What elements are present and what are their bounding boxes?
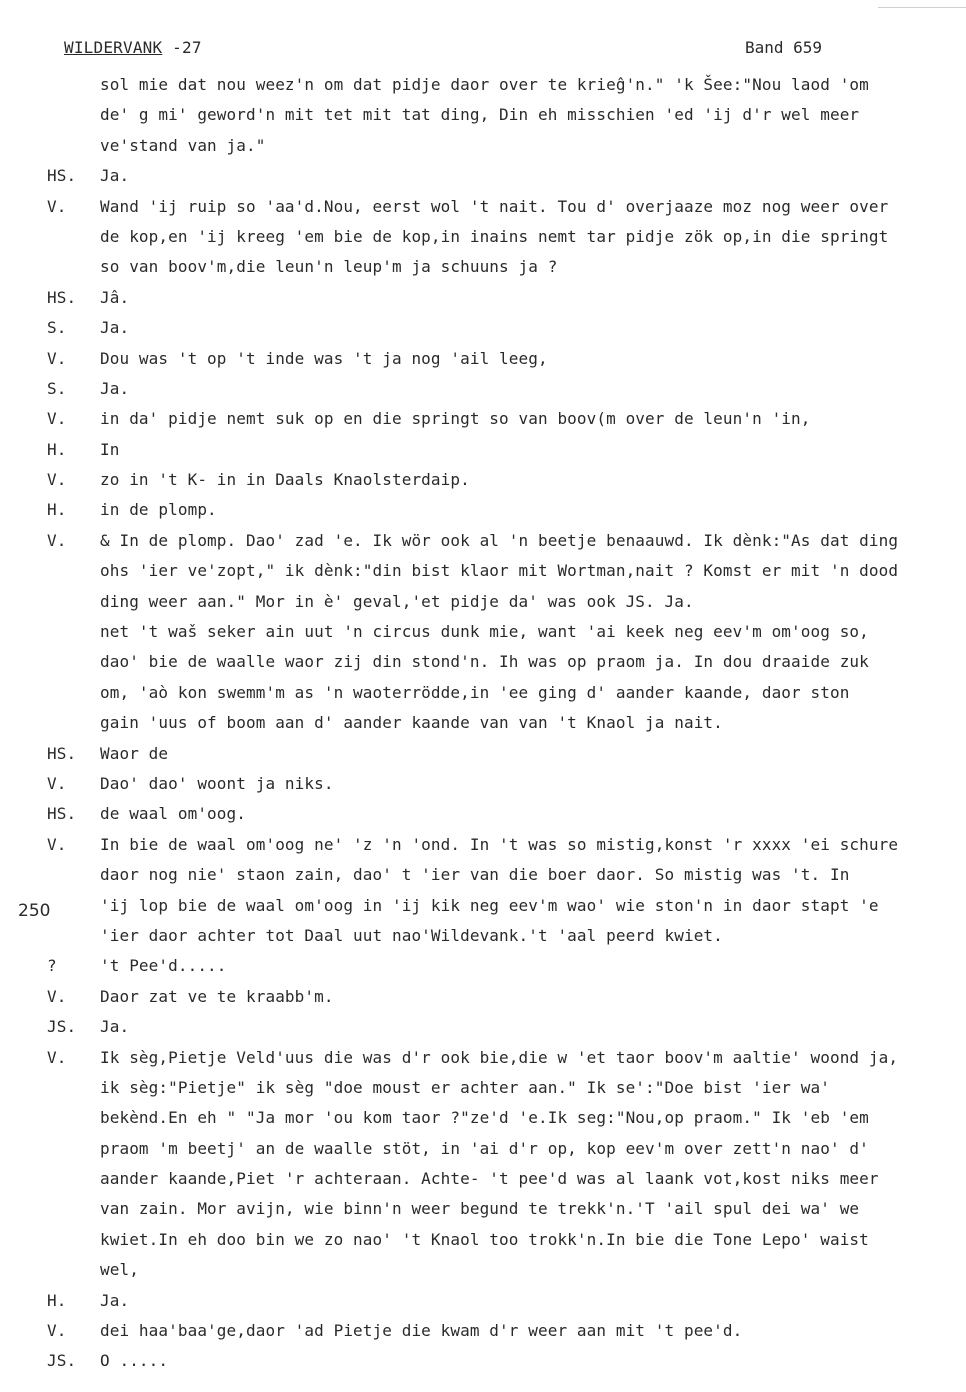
utterance-text: O ..... bbox=[100, 1351, 169, 1371]
utterance-text: In bbox=[100, 439, 120, 459]
transcript-line bbox=[47, 1073, 959, 1103]
utterance-text: & In de plomp. Dao' zad 'e. Ik wör ook al 'n beetje benaauwd. Ik dènk:"As dat ding bbox=[100, 530, 899, 550]
transcript-line bbox=[47, 313, 959, 343]
speaker-label: V. bbox=[47, 1047, 67, 1067]
transcript-line bbox=[47, 344, 959, 374]
utterance-text: In bie de waal om'oog ne' 'z 'n 'ond. In 't was so mistig,konst 'r xxxx 'ei schure bbox=[100, 834, 899, 854]
utterance-text: wel, bbox=[100, 1260, 139, 1280]
utterance-text: gain 'uus of boom aan d' aander kaande van van 't Knaol ja nait. bbox=[100, 713, 723, 733]
speaker-label: HS. bbox=[47, 166, 77, 186]
transcript-line bbox=[47, 739, 959, 769]
utterance-text: van zain. Mor avijn, wie binn'n weer begund te trekk'n.'T 'ail spul dei wa' we bbox=[100, 1199, 860, 1219]
speaker-label: V. bbox=[47, 834, 67, 854]
speaker-label: V. bbox=[47, 348, 67, 368]
utterance-text: Ja. bbox=[100, 1017, 130, 1037]
speaker-label: JS. bbox=[47, 1351, 77, 1371]
transcript-line bbox=[47, 556, 959, 586]
utterance-text: dei haa'baa'ge,daor 'ad Pietje die kwam d'r weer aan mit 't pee'd. bbox=[100, 1321, 743, 1341]
transcript-line bbox=[47, 1286, 959, 1316]
transcript-line bbox=[47, 1103, 959, 1133]
transcript-line bbox=[47, 1194, 959, 1224]
transcript-line bbox=[47, 587, 959, 617]
speaker-label: S. bbox=[47, 378, 67, 398]
transcript-line bbox=[47, 1225, 959, 1255]
transcript-line bbox=[47, 647, 959, 677]
speaker-label: ? bbox=[47, 956, 57, 976]
transcript-line bbox=[47, 830, 959, 860]
speaker-label: H. bbox=[47, 439, 67, 459]
utterance-text: de kop,en 'ij kreeg 'em bie de kop,in inains nemt tar pidje zök op,in die springt bbox=[100, 226, 889, 246]
utterance-text: kwiet.In eh doo bin we zo nao' 't Knaol too trokk'n.In bie die Tone Lepo' waist bbox=[100, 1229, 869, 1249]
transcript-line bbox=[47, 161, 959, 191]
utterance-text: ik sèg:"Pietje" ik sèg "doe moust er achter aan." Ik se':"Doe bist 'ier wa' bbox=[100, 1077, 830, 1097]
utterance-text: Dao' dao' woont ja niks. bbox=[100, 773, 334, 793]
utterance-text: net 't waš seker ain uut 'n circus dunk mie, want 'ai keek neg eev'm om'oog so, bbox=[100, 622, 869, 642]
utterance-text: Ja. bbox=[100, 318, 130, 338]
utterance-text: Dou was 't op 't inde was 't ja nog 'ail leeg, bbox=[100, 348, 548, 368]
utterance-text: praom 'm beetj' an de waalle stöt, in 'ai d'r op, kop eev'm over zett'n nao' d' bbox=[100, 1138, 869, 1158]
utterance-text: Wand 'ij ruip so 'aa'd.Nou, eerst wol 't nait. Tou d' overjaaze moz nog weer over bbox=[100, 196, 889, 216]
transcript-line bbox=[47, 1346, 959, 1376]
utterance-text: Ja. bbox=[100, 378, 130, 398]
transcript-line bbox=[47, 374, 959, 404]
transcript-line bbox=[47, 192, 959, 222]
transcript-line bbox=[47, 1316, 959, 1346]
transcript-line bbox=[47, 799, 959, 829]
transcript-line bbox=[47, 1012, 959, 1042]
utterance-text: aander kaande,Piet 'r achteraan. Achte- 't pee'd was al laank vot,kost niks meer bbox=[100, 1169, 879, 1189]
speaker-label: HS. bbox=[47, 804, 77, 824]
transcript-line bbox=[47, 769, 959, 799]
utterance-text: bekènd.En eh " "Ja mor 'ou kom taor ?"ze'd 'e.Ik seg:"Nou,op praom." Ik 'eb 'em bbox=[100, 1108, 869, 1128]
utterance-text: sol mie dat nou weez'n om dat pidje daor over te krieĝ'n." 'k Šee:"Nou laod 'om bbox=[100, 75, 869, 94]
speaker-label: V. bbox=[47, 986, 67, 1006]
speaker-label: S. bbox=[47, 318, 67, 338]
speaker-label: HS. bbox=[47, 743, 77, 763]
transcript-line bbox=[47, 891, 959, 921]
header-band: Band 659 bbox=[745, 38, 823, 57]
utterance-text: de' g mi' geword'n mit tet mit tat ding, Din eh misschien 'ed 'ij d'r wel meer bbox=[100, 105, 860, 125]
transcript-line bbox=[47, 617, 959, 647]
transcript-line bbox=[47, 1134, 959, 1164]
utterance-text: zo in 't K- in in Daals Knaolsterdaip. bbox=[100, 470, 470, 490]
transcript-line bbox=[47, 252, 959, 282]
utterance-text: Ja. bbox=[100, 166, 130, 186]
transcript-line bbox=[47, 435, 959, 465]
speaker-label: V. bbox=[47, 470, 67, 490]
transcript-line bbox=[47, 1164, 959, 1194]
utterance-text: Ja. bbox=[100, 1290, 130, 1310]
utterance-text: om, 'aò kon swemm'm as 'n waoterrödde,in 'ee ging d' aander kaande, daor ston bbox=[100, 682, 850, 702]
speaker-label: V. bbox=[47, 409, 67, 429]
utterance-text: in de plomp. bbox=[100, 500, 217, 520]
transcript-line bbox=[47, 131, 959, 161]
transcript-line bbox=[47, 404, 959, 434]
speaker-label: JS. bbox=[47, 1017, 77, 1037]
transcript-line bbox=[47, 921, 959, 951]
utterance-text: Jâ. bbox=[100, 287, 130, 307]
utterance-text: 't Pee'd..... bbox=[100, 956, 227, 976]
transcript-line bbox=[47, 526, 959, 556]
utterance-text: Ik sèg,Pietje Veld'uus die was d'r ook bie,die w 'et taor boov'm aaltie' woond ja, bbox=[100, 1047, 899, 1067]
speaker-label: V. bbox=[47, 530, 67, 550]
utterance-text: daor nog nie' staon zain, dao' t 'ier van die boer daor. So mistig was 't. In bbox=[100, 865, 850, 885]
speaker-label: V. bbox=[47, 773, 67, 793]
utterance-text: 'ij lop bie de waal om'oog in 'ij kik neg eev'm wao' wie ston'n in daor stapt 'e bbox=[100, 895, 879, 915]
page-header-left bbox=[64, 38, 202, 57]
transcript-line bbox=[47, 1043, 959, 1073]
transcript-line bbox=[47, 708, 959, 738]
speaker-label: H. bbox=[47, 500, 67, 520]
transcript-line bbox=[47, 495, 959, 525]
speaker-label: HS. bbox=[47, 287, 77, 307]
margin-counter-note: 250 bbox=[18, 901, 51, 921]
transcript-line bbox=[47, 982, 959, 1012]
transcript-body bbox=[47, 70, 959, 1377]
transcript-line bbox=[47, 1255, 959, 1285]
utterance-text: Daor zat ve te kraabb'm. bbox=[100, 986, 334, 1006]
transcript-line bbox=[47, 100, 959, 130]
utterance-text: dao' bie de waalle waor zij din stond'n. Ih was op praom ja. In dou draaide zuk bbox=[100, 652, 869, 672]
speaker-label: V. bbox=[47, 196, 67, 216]
utterance-text: ohs 'ier ve'zopt," ik dènk:"din bist klaor mit Wortman,nait ? Komst er mit 'n dood bbox=[100, 561, 899, 581]
transcript-line bbox=[47, 465, 959, 495]
speaker-label: H. bbox=[47, 1290, 67, 1310]
transcript-line bbox=[47, 860, 959, 890]
transcript-line bbox=[47, 70, 959, 100]
transcript-line bbox=[47, 283, 959, 313]
scan-edge-line bbox=[878, 7, 966, 8]
utterance-text: 'ier daor achter tot Daal uut nao'Wildevank.'t 'aal peerd kwiet. bbox=[100, 925, 723, 945]
utterance-text: ding weer aan." Mor in è' geval,'et pidje da' was ook JS. Ja. bbox=[100, 591, 694, 611]
utterance-text: in da' pidje nemt suk op en die springt so van boov(m over de leun'n 'in, bbox=[100, 409, 811, 429]
utterance-text: de waal om'oog. bbox=[100, 804, 246, 824]
speaker-label: V. bbox=[47, 1321, 67, 1341]
transcript-line bbox=[47, 951, 959, 981]
utterance-text: so van boov'm,die leun'n leup'm ja schuuns ja ? bbox=[100, 257, 558, 277]
header-place: WILDERVANK bbox=[64, 38, 163, 57]
utterance-text: ve'stand van ja." bbox=[100, 135, 266, 155]
transcript-line bbox=[47, 222, 959, 252]
utterance-text: Waor de bbox=[100, 743, 169, 763]
transcript-line bbox=[47, 678, 959, 708]
header-page-number: -27 bbox=[172, 38, 202, 57]
